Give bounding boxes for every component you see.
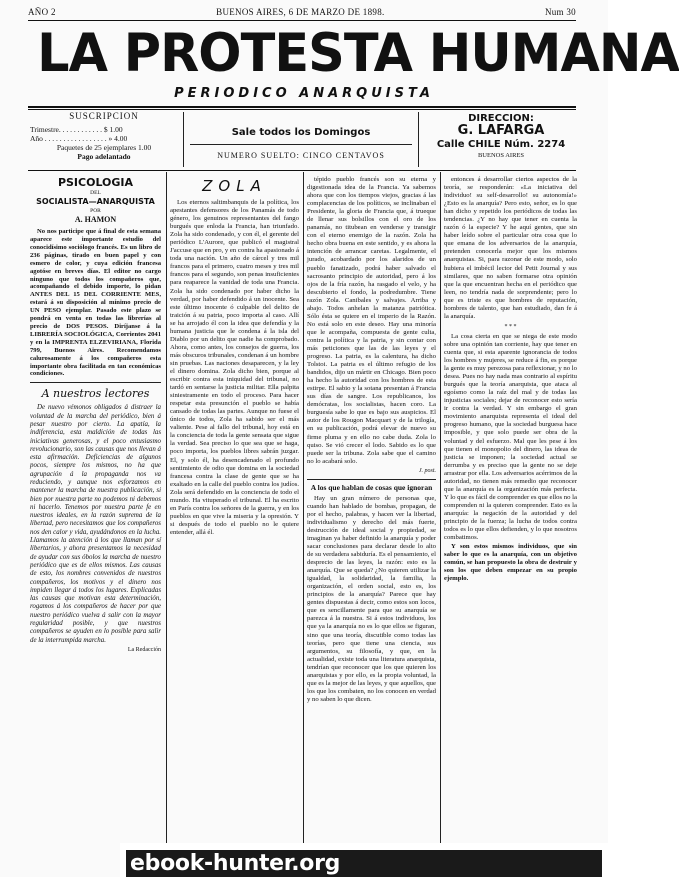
subscription-pago: Pago adelantado — [77, 152, 131, 161]
divider — [418, 112, 419, 167]
psicologia-subtitle: SOCIALISTA—ANARQUISTA — [36, 197, 155, 207]
masthead-subtitle: PERIODICO ANARQUISTA — [174, 86, 434, 101]
divider — [28, 170, 576, 171]
column-divider — [303, 172, 304, 852]
lectores-heading: A nuestros lectores — [41, 387, 150, 401]
divider — [183, 112, 184, 167]
issue-number: Num 30 — [544, 7, 576, 17]
ignoran-continuation: entonces á desarrollar ciertos aspectos de la teoría, se responderán: «La iniciativa del individuo! su self-desarrollo! su autonomía!» ¿Esto es la anarquía? Pero esto, señor, es lo que han dicho y repetido los periódicos de todas las tendencias. ¿Y no hay que tener en cuenta la razón ó la especie? Y he aquí gentes, que sin haber leído sobre el particular otra cosa que lo que emana de los adversarios de la anarquía, pretenden conocerla mejor que los mismos anarquistas. Si, para razonar de este modo, solo hubiera el imbécil lector del Petit Journal y sus similares, que no saben formarse otra opinión que la que encuentran hecha en el periódico que leen, no tendría nada de sorprendente; pero lo que es triste es que hombres de reputación, hombres de talento, que han estudiado, dan fe á la anarquía. — [444, 176, 577, 320]
lectores-text: De nuevo vémonos obligados á distraer la voluntad de la marcha del periódico, bien á pesar nuestro por cierto. La apatía, la indiferencia, esta maldición de todas las iniciativas generosas, y el poco entusiasmo revolucionario, son las causas que nos llevan á esta afirmación. Deficiencias de algunos pocos, siempre los mismos, no ha que agrupación á la propaganda nos va reduciendo, y aunque nos esforzamos en mantener la marcha de nuestra publicación, si bien por nuestra parte no podemos ni debemos ni hacerlo. Tenemos por nuestra parte fe en nuestros ideales, en la razón suprema de la libertad, pero necesitamos que los compañeros nos den calor y vida, ayudándonos en la lucha. Llamamos la atención á los que llaman por sí libertarios, y ahora presentamos la necesidad de ayudar con sus óbolos la marcha de nuestro periódico que es de ellos mismos. Las causas de esto, los nombres convenidos de nuestros compañeros, los motivos y el dinero nos impiden llegar á todos los lugares. Explicadas las causas que motivan esta determinación, rogamos á los compañeros de hacer por que nuestro periódico vuelva á salir con la mayor regularidad posible, y que nuestros compañeros se ayuden en lo posible para salir de la interrumpida marcha. — [30, 404, 161, 644]
watermark-banner: ebook-hunter.org — [126, 850, 602, 877]
direction-street: Calle CHILE Núm. 2274 — [436, 139, 566, 150]
subscription-trimestre: Trimestre. . . . . . . . . . . . $ 1.00 — [30, 125, 123, 134]
column-4: entonces á desarrollar ciertos aspectos de la teoría, se responderán: «La iniciativa del individuo! su self-desarrollo! su autonomía!» ¿Esto es la anarquía? Pero esto, señor, es lo que han dicho y repetido los periódicos de todas las tendencias. ¿Y no hay que tener en cuenta la razón ó la especie? Y he aquí gentes, que sin haber leído sobre el particular otra cosa que lo que emana de los adversarios de la anarquía, pretenden conocerla mejor que los mismos anarquistas. Si, para razonar de este modo, solo hubiera el imbécil lector del Petit Journal y sus similares, que no saben formarse otra opinión que la que encuentran hecha en el periódico que leen, no tendría nada de sorprendente; pero lo que es triste es que hombres de reputación, hombres de talento, que han estudiado, dan fe á la anarquía. * * * La cosa cierta en que se niega de este modo sobre una opinión tan corriente, hay que tener en cuenta que, si esta aparente ignorancia de todos los hombres y mujeres, se reduce á fin, es porque la gente es muy perezosa para reflexionar, y no lo desea. Pues no hay nada mas contrario al espíritu burgués que la teoría anarquista, que ataca al egoísmo como la raíz del mal y de todas las injusticias sociales; dejar de reconocer esto sería ir contra la verdad. Y sin embargo el gran movimiento anarquista representa el ideal del progreso humano, que la sociedad burguesa hace imposible, y que solo puede ser obra de la voluntad y del esfuerzo. Mal que les pese á los que tienen el monopolio del dinero, las ideas de justicia se imponen; la sociedad actual se derrumba y es preciso que la gente no se deje arrastrar por ella. Los adversarios acérrimos de la autoridad, no tienen más remedio que reconocer que la anarquía es la organización más perfecta. Y lo que es fácil de comprender es que ellos no la comprenden ni la quieren comprender. Esto es la anarquía: la negación de la autoridad y del principio de la fuerza; la lucha de todos contra todos es lo que ellos defienden, y lo que nosotros combatimos. Y son estos mismos individuos, que sin saber lo que es la anarquía, con un objetivo común, se han propuesto la obra de destruir y son los que deben empezar en su propio ejemplo. — [444, 176, 577, 583]
divider — [28, 106, 576, 108]
psicologia-del: DEL — [90, 190, 101, 196]
psicologia-title: PSICOLOGIA — [57, 176, 134, 189]
subscription-box — [30, 112, 178, 161]
lectores-signature: La Redacción — [127, 646, 161, 653]
numero-suelto: NUMERO SUELTO: CINCO CENTAVOS — [217, 151, 385, 160]
book-notice: No nos participe que á final de esta semana aparece este importante estudio del conocidísimo sociólogo francés. Es un libro de 236 páginas, tirado en buen papel y con esmero de color, y cuya edición francesa agotóse en breves días. El editor no cargo ninguno que todos los compañeros que, acompañando el debido importe, lo pidan ANTES DEL 15 DEL CORRIENTE MES, estará á su disposición al mínimo precio de UN PESO ejemplar. Pasado este plazo se pondrá en venta en todas las librerías al precio de DOS PESOS. Diríjanse á la LIBRERÍA SOCIOLÓGICA, Corrientes 2041 y en la IMPRENTA ELZEVIRIANA, Florida 799, Buenos Aires. Recomendamos calurosamente á los compañeros esta importante obra facilitada en tan económicas condiciones. — [30, 228, 161, 378]
ignoran-closing: Y son estos mismos individuos, que sin saber lo que es la anarquía, con un objetivo común, se han propuesto la obra de destruir y son los que deben empezar en su propio ejemplo. — [444, 543, 577, 583]
zola-continuation: tépido pueblo francés son su eterna y digestionada idea de la Francia. Ya sabemos ahora que con los tiempos viejos, gracias á las complacencias de los políticos, se inclinaban el Presidente, la gloria de Francia que, á trueque de llenar sus bolsillos con el oro de los panamás, no titubean en venderse y transigir con el eterno enemigo de la razón. Zola ha hecho obra buena en este sentido, y es ahora la intención de arrancar caretas. Legalmente, el jurado, acobardado por los alaridos de un pueblo fanatizado, podrá haber salvado el sacrosanto principio de autoridad, pero á los ojos de la fría razón, ha rasgado el velo, y ha descubierto el fondo, la podredumbre. Tiene razón Zola. Canibales y salvajes. Arriba y abajo. Todos anhelan la matanza patriótica. Sólo ésta se quiere en el imperio de la Razón. No está solo en este deseo. Hay una minoría que le acompaña, compuesta de gente culta, contra la política y la patria, y sin contar con más peticiones que las de las leyes y el progreso. La patria, es la calentura, ha dicho Tolstoi. La patria es el último refugio de los bandidos, dijo un mártir en Chicago. Bien poco ha hecho la autoridad con los hombres de esta estirpe. El sabio y la sotana presentan á Francia sus días de sangre. Los republicanos, los demócratas, los socialistas, hacen coro. La burguesía sabe lo que es bajo sus auspicios. El autor de los Rougon Macquart y de la trilogía, en su publicación, podrá elevar de nuevo su firme pluma y en ello no cabe duda. Zola lo quiso. Se vió crecer el lodo. Sabido es lo que puede ser la tribuna. Zola sabe que el camino no lo acabará solo. — [307, 176, 436, 465]
column-1 — [30, 176, 161, 850]
zola-signature: J. post. — [418, 467, 436, 474]
ignoran-text: Hay un gran número de personas que, cuando han hablado de bombas, propagan, de por el hecho, palabras, y hacen ver la libertad, individualismo y derecho del más fuerte, destrucción de ideal social y propiedad, se imaginan ya haber definido la anarquía y poder sacar conclusiones para declarar desde lo alto de su verdadera sabiduría. Es el pensamiento, el desprecio de las leyes, la razón: esto es la anarquía. Que se queda? ¿No quieren utilizar la igualdad, la solidaridad, la familia, la organización, el orden social, esto es, los principios de la anarquía? Parece que hay gentes dispuestas á decir, como estos son locos, que es sencillamente para que su anarquía se parezca á la nuestra. Si á estos individuos, los que ya la anarquía no es lo que ellos se figuran, sino que una teoría, discutible como todas las teorías, pero que tiene una ciencia, sus argumentos, su filosofía, y que, en la actualidad, existe toda una literatura anarquista, tendrían que reconocer que los que quieren los anarquistas y por ello, es la propia voluntad, la que es la mejor de las leyes, y que aquellos, que los que los combaten, no los conocen en verdad y no saben lo que dicen. — [307, 494, 436, 703]
direction-heading: DIRECCION: — [468, 113, 534, 124]
direction-city: BUENOS AIRES — [477, 152, 525, 159]
subscription-paquetes: Paquetes de 25 ejemplares 1.00 — [56, 143, 152, 152]
sale-text: Sale todos los Domingos — [231, 127, 371, 138]
subscription-heading: SUSCRIPCION — [69, 111, 139, 121]
psicologia-por: POR — [90, 208, 101, 215]
ignoran-continuation-2: La cosa cierta en que se niega de este modo sobre una opinión tan corriente, hay que tener en cuenta que, si esta aparente ignorancia de todos los hombres y mujeres, se reduce á fin, es porque la gente es muy perezosa para reflexionar, y no lo desea. Pues no hay nada mas contrario al espíritu burgués que la teoría anarquista, que ataca al egoísmo como la raíz del mal y de todas las injusticias sociales; dejar de reconocer esto sería ir contra la verdad. Y sin embargo el gran movimiento anarquista representa el ideal del progreso humano, que la sociedad burguesa hace imposible, y que solo puede ser obra de la voluntad y del esfuerzo. Mal que les pese á los que tienen el monopolio del dinero, las ideas de justicia se imponen; la sociedad actual se derrumba y es preciso que la gente no se deje arrastrar por ella. Los adversarios acérrimos de la autoridad, no tienen más remedio que reconocer que la anarquía es la organización más perfecta. Y lo que es fácil de comprender es que ellos no la comprenden ni la quieren comprender. Esto es la anarquía: la negación de la autoridad y del principio de la fuerza; la lucha de todos contra todos es lo que ellos defienden, y lo que nosotros combatimos. — [444, 332, 577, 542]
column-divider — [440, 172, 441, 852]
header-topline — [28, 7, 576, 17]
column-3 — [307, 176, 436, 850]
masthead-title: LA PROTESTA HUMANA — [37, 23, 679, 84]
dateline: BUENOS AIRES, 6 DE MARZO DE 1898. — [216, 7, 385, 17]
psicologia-author: A. HAMON — [74, 215, 117, 225]
divider — [28, 109, 576, 110]
divider — [28, 20, 576, 21]
sale-box — [190, 113, 412, 169]
direction-box — [424, 114, 578, 160]
direction-name: G. LAFARGA — [457, 123, 545, 138]
column-2 — [170, 176, 299, 850]
subscription-ano: Año . . . . . . . . . . . . . . . . . » 4.00 — [30, 134, 128, 143]
zola-text: Los eternos saltimbanquis de la política, los apestantes defensores de los Panamás de todo género, los genuinos representantes del fango burgués que enloda la Francia, han triunfado. Zola ha sido condenado, y con él, el gerente del periódico L'Aurore, que publicó el magistral J'accuse que en pro, y en contra ha apasionado á toda una nación. Un año de cárcel y tres mil francos para el primero, cuatro meses y tres mil francos para el segundo, son penas insuficientes para reaparece la vanidad de toda una Francia. Zola ha sido condenado por haber dicho la verdad, por haber defendido á un inocente. Sea este último inocente ó culpable del delito de traición á su patria, poco importa al caso. Allí se ha arrojado él con la idea que defendía y la humana justicia que le condena á la isla del Diablo por un delito que nadie ha comprobado. Ahora, como antes, los consejos de guerra, los más obscuros tribunales, condenan á un hombre sin pruebas. Las naciones desaparecen, y la ley el dinero domina. Zola dicho bien, porque al escribir contra esta iniquidad del tribunal, no tardó en sentarse la justicia militar. Ella palpita siniestramente en todo el proceso. Para hacer respetar esta presunción el pueblo se había cansado de todas las partes. Aunque no fuese el único de todos, Zola ha sabido ser el más valiente. Pese al fallo del tribunal, hoy está en la conciencia de toda la gente sensata que sigue la verdad. Sea preciso lo que sea que se haga, poco importa, los pueblos libres sabrán juzgar. El, y solo él, ha desencadenado el profundo sentimiento de odio que domina en la sociedad francesa contra la clase de gente que se ha exaltado en la calle del pueblo contra los judíos. Zola será defendido en la conciencia de todo el mundo. Ha vituperado el tribunal. El ha escrito en París contra los señores de la guerra, y en los pueblos en que vive la miseria y la opresión. Y si después de todo el pueblo no le quiere entender, allá él. — [170, 199, 299, 536]
column-divider — [166, 172, 167, 852]
zola-heading: ZOLA — [202, 177, 267, 195]
issue-year: AÑO 2 — [28, 7, 56, 17]
ignoran-heading: A los que hablan de cosas que ignoran — [310, 482, 433, 492]
